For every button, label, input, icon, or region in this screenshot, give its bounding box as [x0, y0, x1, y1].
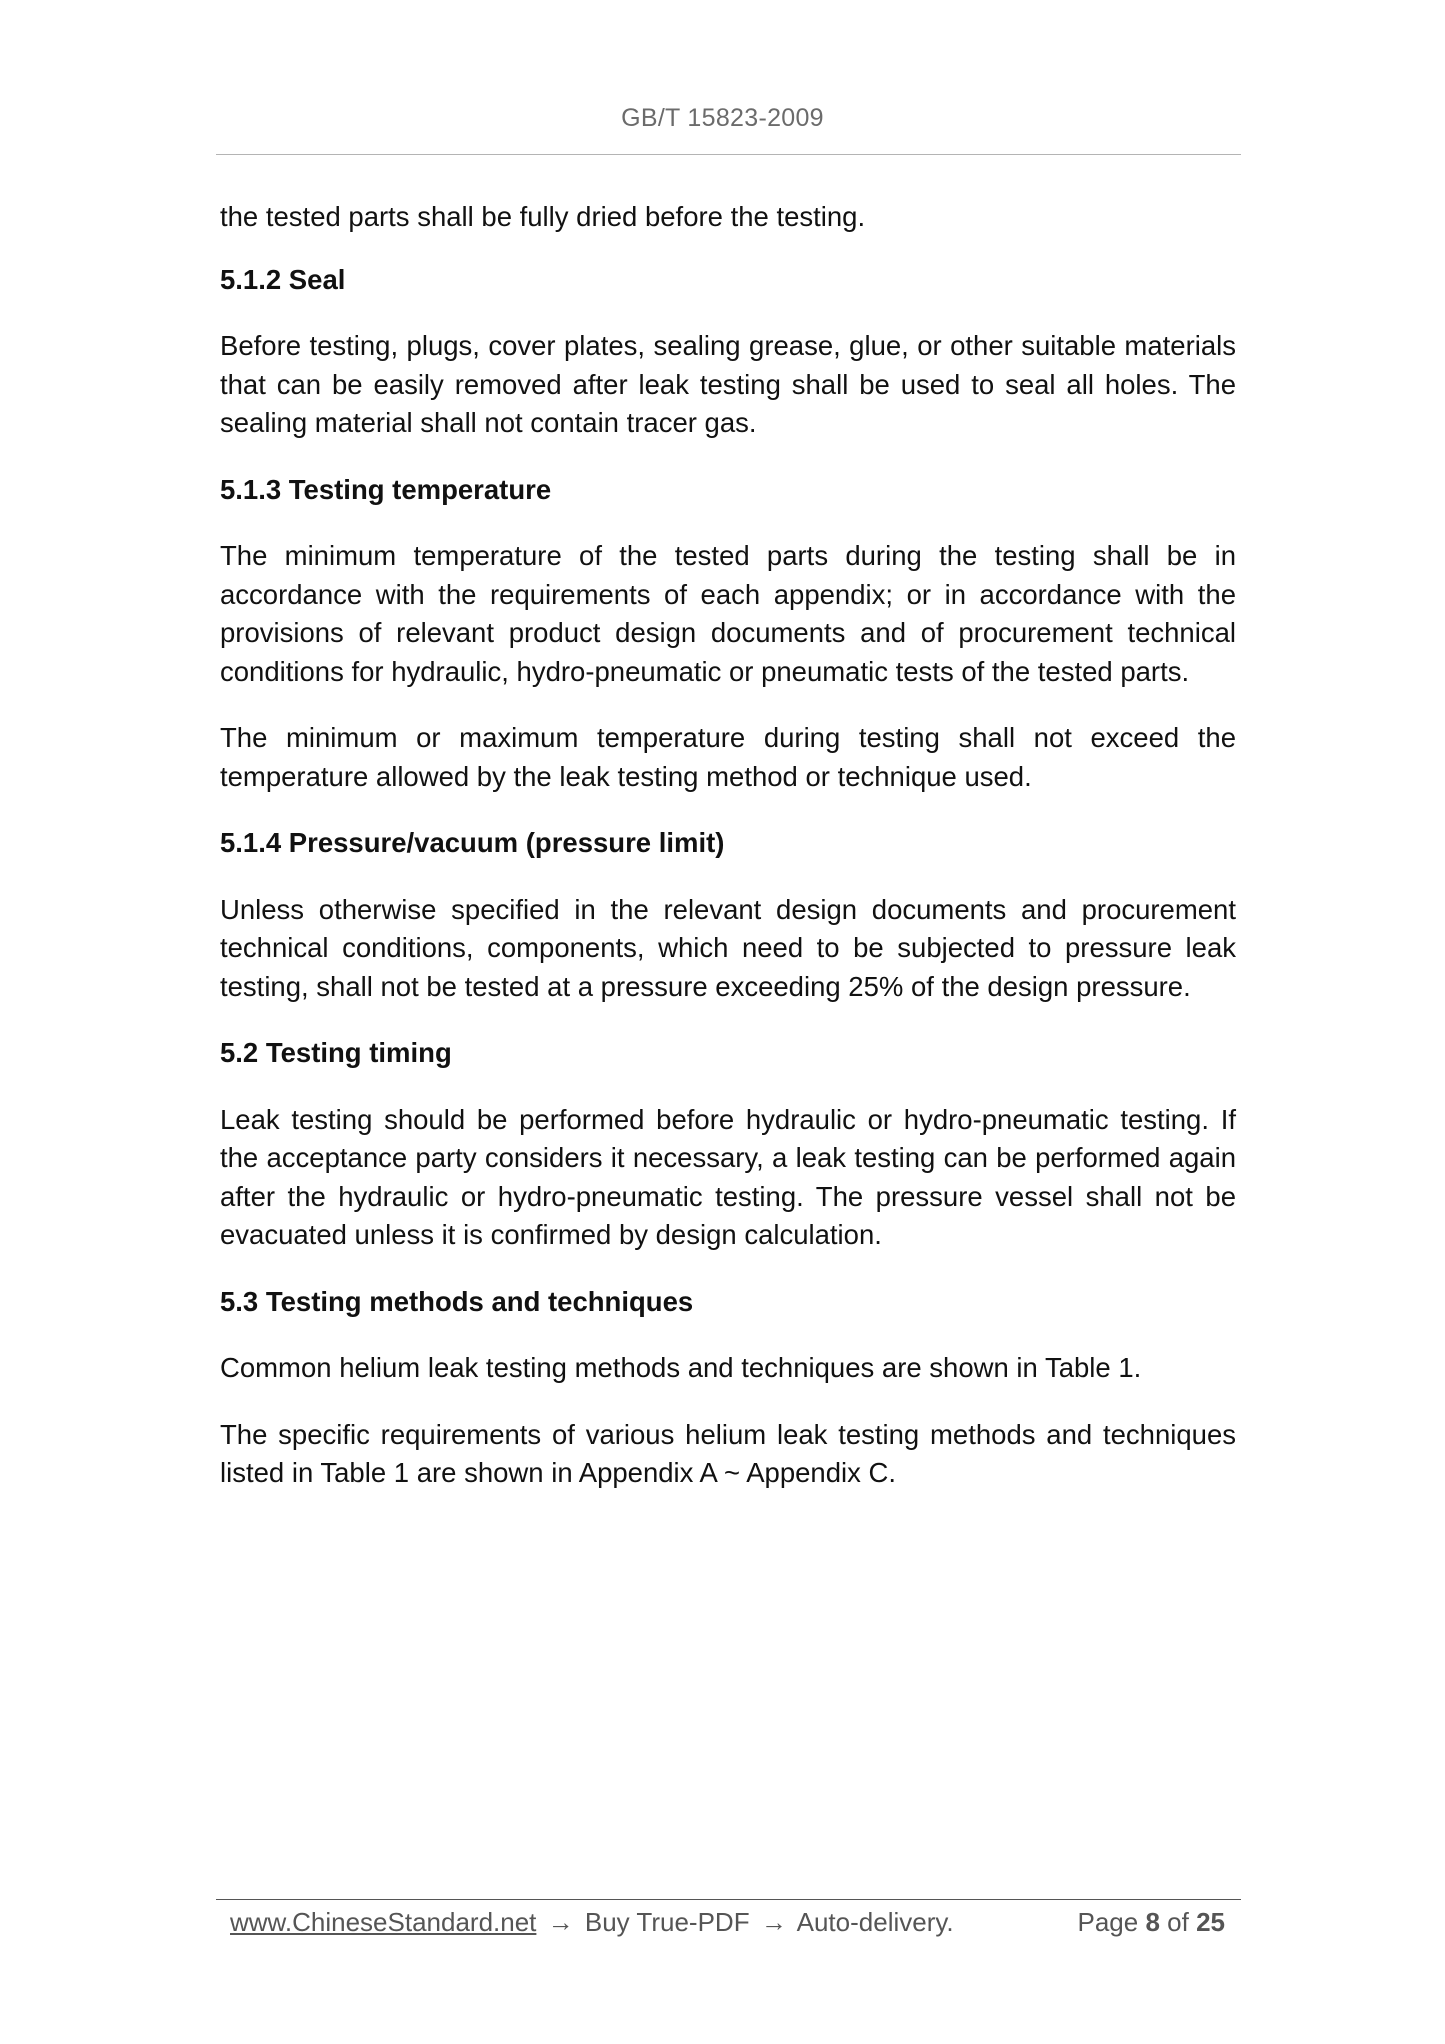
paragraph-intro: the tested parts shall be fully dried before the testing.	[220, 201, 866, 232]
page-footer	[230, 1904, 1225, 1940]
page-body	[220, 198, 1236, 1521]
arrow-right-icon: →	[547, 1907, 574, 1937]
paragraph-5-3-a: Common helium leak testing methods and techniques are shown in Table 1.	[220, 1352, 1142, 1383]
auto-delivery-text: Auto-delivery.	[796, 1907, 954, 1937]
section-heading-5-1-4: 5.1.4 Pressure/vacuum (pressure limit)	[220, 827, 725, 858]
paragraph-5-1-4: Unless otherwise specified in the relevant design documents and procurement technical conditions, components, which need to be subjected to pressure leak testing, shall not be tested at a pressure exceeding 25% of the design pressure.	[220, 893, 1236, 1002]
section-heading-5-2: 5.2 Testing timing	[220, 1037, 452, 1068]
footer-divider	[216, 1899, 1241, 1900]
page-label: Page	[1077, 1907, 1139, 1937]
arrow-right-icon: →	[760, 1907, 787, 1937]
running-header: GB/T 15823-2009	[621, 104, 824, 132]
paragraph-5-1-3-b: The minimum or maximum temperature during testing shall not exceed the temperature allowed by the leak testing method or technique used.	[220, 722, 1236, 792]
total-pages: 25	[1196, 1907, 1225, 1937]
of-label: of	[1167, 1907, 1189, 1937]
footer-promo	[230, 1904, 954, 1940]
paragraph-5-1-3-a: The minimum temperature of the tested parts during the testing shall be in accordance with the requirements of each appendix; or in accordance with the provisions of relevant product design documents and of procurement technical conditions for hydraulic, hydro-pneumatic or pneumatic tests of the tested parts.	[220, 540, 1236, 687]
header-divider	[216, 154, 1241, 155]
paragraph-5-2: Leak testing should be performed before hydraulic or hydro-pneumatic testing. If the acceptance party considers it necessary, a leak testing can be performed again after the hydraulic or hydro-pneumatic testing. The pressure vessel shall not be evacuated unless it is confirmed by design calculation.	[220, 1103, 1236, 1250]
website-link[interactable]: www.ChineseStandard.net	[230, 1907, 537, 1937]
buy-pdf-text: Buy True-PDF	[584, 1907, 750, 1937]
page-indicator	[1077, 1904, 1225, 1940]
page-number: 8	[1145, 1907, 1160, 1937]
paragraph-5-3-b: The specific requirements of various helium leak testing methods and techniques listed in Table 1 are shown in Appendix A ~ Appendix C.	[220, 1418, 1236, 1488]
section-heading-5-3: 5.3 Testing methods and techniques	[220, 1285, 694, 1317]
section-heading-5-1-2: 5.1.2 Seal	[220, 263, 346, 295]
section-heading-5-1-3: 5.1.3 Testing temperature	[220, 473, 552, 505]
paragraph-5-1-2: Before testing, plugs, cover plates, sealing grease, glue, or other suitable materials that can be easily removed after leak testing shall be used to seal all holes. The sealing material shall not contain tracer gas.	[220, 330, 1236, 438]
